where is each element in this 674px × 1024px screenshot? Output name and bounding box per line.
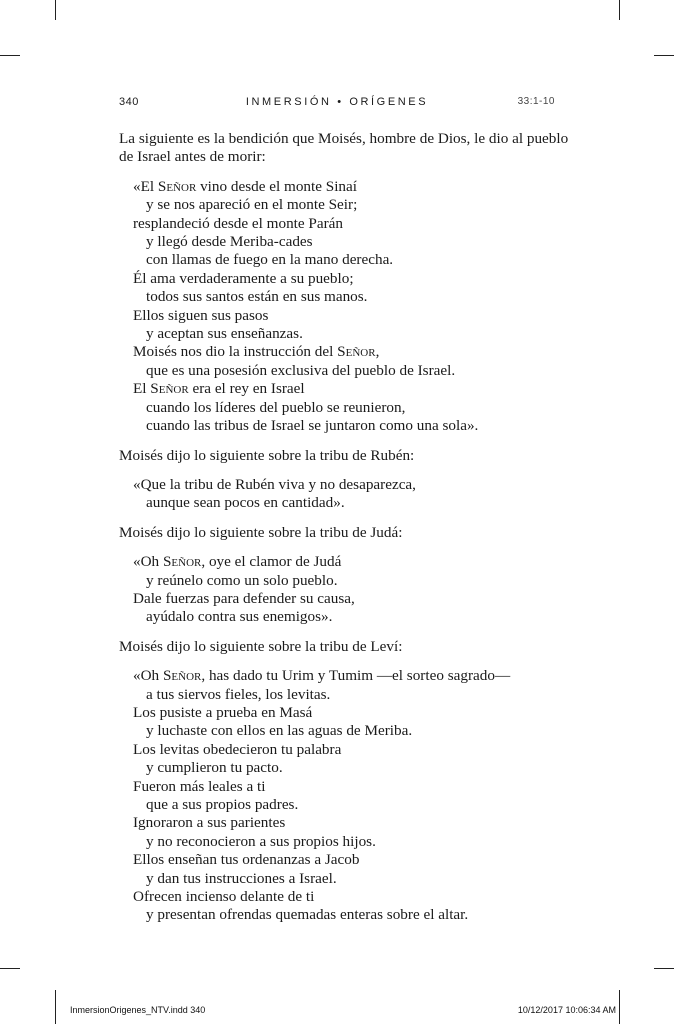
poem-line xyxy=(133,814,559,832)
poem-line xyxy=(133,553,559,571)
poem-line-indented xyxy=(133,833,559,851)
divine-name: Señor xyxy=(162,553,202,571)
poem-line-indented xyxy=(133,399,559,417)
poem-line xyxy=(133,307,559,325)
poem-text: vino desde el monte Sinaí xyxy=(196,177,357,195)
page-number: 340 xyxy=(119,96,139,108)
poem-text: y dan tus instrucciones a Israel. xyxy=(146,869,337,887)
poem-text: cuando los líderes del pueblo se reunieron, xyxy=(146,398,406,416)
crop-mark-top-left xyxy=(55,0,56,20)
prose-line: Moisés dijo lo siguiente sobre la tribu de Leví: xyxy=(119,637,403,655)
poem-text: cuando las tribus de Israel se juntaron como una sola». xyxy=(146,417,479,435)
poem-text: Moisés nos dio la instrucción del xyxy=(133,343,338,361)
poem-line-indented xyxy=(133,722,559,740)
poem-text: Los levitas obedecieron tu palabra xyxy=(133,740,342,758)
poem-stanza xyxy=(133,553,559,627)
poem-text: El xyxy=(133,380,151,398)
poem-line xyxy=(133,667,559,685)
poem-text: Fueron más leales a ti xyxy=(133,777,266,795)
divine-name: Señor xyxy=(150,380,189,398)
poem-text: , has dado tu Urim y Tumim —el sorteo sagrado— xyxy=(201,667,511,685)
prose-line: Moisés dijo lo siguiente sobre la tribu de Judá: xyxy=(119,523,403,541)
poem-line-indented xyxy=(133,196,559,214)
prose-line: de Israel antes de morir: xyxy=(119,148,266,166)
poem-line-indented xyxy=(133,572,559,590)
poem-text: y aceptan sus enseñanzas. xyxy=(146,325,303,343)
divine-name: Señor xyxy=(162,667,202,685)
prose-line: La siguiente es la bendición que Moisés, hombre de Dios, le dio al pueblo xyxy=(119,130,569,147)
poem-line xyxy=(133,704,559,722)
poem-line xyxy=(133,888,559,906)
poem-text: Dale fuerzas para defender su causa, xyxy=(133,589,355,607)
poem-line-indented xyxy=(133,288,559,306)
poem-stanza xyxy=(133,476,559,513)
poem-text: todos sus santos están en sus manos. xyxy=(146,288,368,306)
crop-mark-right-upper xyxy=(654,55,674,56)
crop-mark-left-lower xyxy=(0,968,20,969)
poem-text: ayúdalo contra sus enemigos». xyxy=(146,608,333,626)
prose-paragraph xyxy=(119,130,569,167)
poem-line-indented xyxy=(133,417,559,435)
poem-text: Ignoraron a sus parientes xyxy=(133,814,286,832)
crop-mark-top-right xyxy=(619,0,620,20)
poem-text: Ellos enseñan tus ordenanzas a Jacob xyxy=(133,851,360,869)
poem-line-indented xyxy=(133,494,559,512)
running-head xyxy=(0,96,674,116)
poem-line-indented xyxy=(133,906,559,924)
poem-line-indented xyxy=(133,686,559,704)
poem-line xyxy=(133,778,559,796)
crop-mark-left-upper xyxy=(0,55,20,56)
poem-text: y reúnelo como un solo pueblo. xyxy=(146,571,338,589)
poem-line-indented xyxy=(133,251,559,269)
poem-line-indented xyxy=(133,362,559,380)
poem-line xyxy=(133,380,559,398)
poem-line-indented xyxy=(133,870,559,888)
poem-line xyxy=(133,178,559,196)
poem-line xyxy=(133,851,559,869)
poem-text: Los pusiste a prueba en Masá xyxy=(133,703,313,721)
footer-file-name: InmersionOrigenes_NTV.indd 340 xyxy=(70,1005,206,1015)
poem-line-indented xyxy=(133,325,559,343)
poem-text: que a sus propios padres. xyxy=(146,796,299,813)
poem-text: y cumplieron tu pacto. xyxy=(146,759,283,777)
poem-text: aunque sean pocos en cantidad». xyxy=(146,494,345,512)
poem-line-indented xyxy=(133,796,559,814)
poem-line xyxy=(133,590,559,608)
poem-text: y llegó desde Meriba-cades xyxy=(146,233,313,251)
poem-text: era el rey en Israel xyxy=(188,380,305,398)
poem-text: «Oh xyxy=(133,553,163,571)
poem-text: «El xyxy=(133,177,158,195)
poem-line-indented xyxy=(133,608,559,626)
poem-text: y se nos apareció en el monte Seir; xyxy=(146,196,358,214)
page-body xyxy=(119,130,569,936)
poem-text: y presentan ofrendas quemadas enteras sobre el altar. xyxy=(146,906,469,924)
print-footer xyxy=(0,1005,674,1019)
prose-paragraph xyxy=(119,447,559,465)
passage-reference: 33:1-10 xyxy=(517,96,555,107)
book-title: INMERSIÓN • ORÍGENES xyxy=(245,96,429,108)
poem-line xyxy=(133,476,559,494)
poem-line xyxy=(133,270,559,288)
poem-text: Ellos siguen sus pasos xyxy=(133,306,269,324)
prose-paragraph xyxy=(119,524,559,542)
poem-stanza xyxy=(133,667,559,925)
poem-text: Él ama verdaderamente a su pueblo; xyxy=(133,269,354,287)
poem-line-indented xyxy=(133,759,559,777)
crop-mark-right-lower xyxy=(654,968,674,969)
poem-line xyxy=(133,215,559,233)
poem-text: , xyxy=(375,343,380,361)
prose-line: Moisés dijo lo siguiente sobre la tribu de Rubén: xyxy=(119,446,415,464)
divine-name: Señor xyxy=(337,343,376,361)
poem-text: y luchaste con ellos en las aguas de Meriba. xyxy=(146,722,413,740)
prose-paragraph xyxy=(119,638,559,656)
footer-timestamp: 10/12/2017 10:06:34 AM xyxy=(517,1005,616,1015)
divine-name: Señor xyxy=(157,177,197,195)
poem-text: que es una posesión exclusiva del pueblo de Israel. xyxy=(146,361,456,379)
poem-line xyxy=(133,741,559,759)
poem-text: resplandeció desde el monte Parán xyxy=(133,214,344,232)
poem-text: «Que la tribu de Rubén viva y no desaparezca, xyxy=(133,475,416,493)
poem-text: Ofrecen incienso delante de ti xyxy=(133,888,315,906)
poem-line-indented xyxy=(133,233,559,251)
poem-line xyxy=(133,343,559,361)
poem-text: , oye el clamor de Judá xyxy=(201,553,342,571)
poem-stanza xyxy=(133,178,559,436)
poem-text: y no reconocieron a sus propios hijos. xyxy=(146,832,376,850)
poem-text: «Oh xyxy=(133,667,163,685)
poem-text: a tus siervos fieles, los levitas. xyxy=(146,685,331,703)
poem-text: con llamas de fuego en la mano derecha. xyxy=(146,251,394,269)
